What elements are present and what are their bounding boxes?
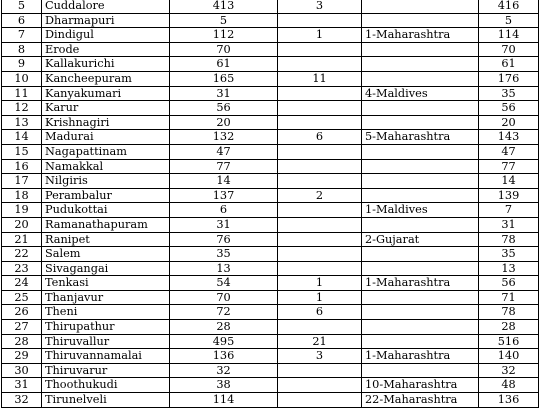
count-cell: 114: [170, 393, 278, 408]
table-row: [2, 290, 539, 305]
count-cell: 31: [170, 86, 278, 101]
total-cell: 32: [479, 363, 539, 378]
serial-number-cell: 21: [2, 232, 42, 247]
district-name-cell: Kallakurichi: [42, 57, 170, 72]
origin-cell: [362, 13, 479, 28]
total-cell: 78: [479, 232, 539, 247]
table-row: [2, 174, 539, 189]
additional-count-cell: 6: [278, 130, 362, 145]
additional-count-cell: [278, 101, 362, 116]
serial-number-cell: 23: [2, 261, 42, 276]
origin-cell: 2-Gujarat: [362, 232, 479, 247]
serial-number-cell: 30: [2, 363, 42, 378]
total-cell: 31: [479, 217, 539, 232]
origin-cell: [362, 363, 479, 378]
district-name-cell: Perambalur: [42, 188, 170, 203]
district-name-cell: Dharmapuri: [42, 13, 170, 28]
table-row: [2, 261, 539, 276]
district-name-cell: Thoothukudi: [42, 378, 170, 393]
total-cell: 516: [479, 334, 539, 349]
total-cell: 71: [479, 290, 539, 305]
count-cell: 5: [170, 13, 278, 28]
origin-cell: [362, 188, 479, 203]
total-cell: 77: [479, 159, 539, 174]
additional-count-cell: 1: [278, 28, 362, 43]
count-cell: 136: [170, 349, 278, 364]
table-row: [2, 247, 539, 262]
origin-cell: [362, 247, 479, 262]
additional-count-cell: [278, 42, 362, 57]
serial-number-cell: 8: [2, 42, 42, 57]
serial-number-cell: 18: [2, 188, 42, 203]
serial-number-cell: 31: [2, 378, 42, 393]
origin-cell: [362, 0, 479, 13]
district-name-cell: Kancheepuram: [42, 71, 170, 86]
total-cell: 114: [479, 28, 539, 43]
district-name-cell: Ramanathapuram: [42, 217, 170, 232]
total-cell: 70: [479, 42, 539, 57]
origin-cell: [362, 71, 479, 86]
serial-number-cell: 32: [2, 393, 42, 408]
origin-cell: [362, 174, 479, 189]
total-cell: 13: [479, 261, 539, 276]
origin-cell: [362, 42, 479, 57]
serial-number-cell: 5: [2, 0, 42, 13]
serial-number-cell: 19: [2, 203, 42, 218]
count-cell: 61: [170, 57, 278, 72]
table-row: [2, 130, 539, 145]
serial-number-cell: 11: [2, 86, 42, 101]
serial-number-cell: 6: [2, 13, 42, 28]
origin-cell: 1-Maharashtra: [362, 276, 479, 291]
total-cell: 35: [479, 247, 539, 262]
origin-cell: 4-Maldives: [362, 86, 479, 101]
origin-cell: 5-Maharashtra: [362, 130, 479, 145]
table-row: [2, 305, 539, 320]
count-cell: 38: [170, 378, 278, 393]
count-cell: 14: [170, 174, 278, 189]
district-name-cell: Thirupathur: [42, 320, 170, 335]
total-cell: 5: [479, 13, 539, 28]
table-row: [2, 159, 539, 174]
district-name-cell: Madurai: [42, 130, 170, 145]
count-cell: 28: [170, 320, 278, 335]
table-row: [2, 203, 539, 218]
district-name-cell: Sivagangai: [42, 261, 170, 276]
district-name-cell: Kanyakumari: [42, 86, 170, 101]
table-row: [2, 86, 539, 101]
count-cell: 165: [170, 71, 278, 86]
table-row: [2, 13, 539, 28]
total-cell: 78: [479, 305, 539, 320]
additional-count-cell: [278, 144, 362, 159]
origin-cell: [362, 144, 479, 159]
table-row: [2, 334, 539, 349]
district-name-cell: Tirunelveli: [42, 393, 170, 408]
district-name-cell: Salem: [42, 247, 170, 262]
serial-number-cell: 24: [2, 276, 42, 291]
district-name-cell: Ranipet: [42, 232, 170, 247]
origin-cell: [362, 217, 479, 232]
total-cell: 139: [479, 188, 539, 203]
district-name-cell: Thiruvallur: [42, 334, 170, 349]
additional-count-cell: 1: [278, 276, 362, 291]
additional-count-cell: [278, 13, 362, 28]
count-cell: 6: [170, 203, 278, 218]
origin-cell: [362, 101, 479, 116]
total-cell: 7: [479, 203, 539, 218]
additional-count-cell: [278, 115, 362, 130]
count-cell: 47: [170, 144, 278, 159]
additional-count-cell: [278, 378, 362, 393]
count-cell: 72: [170, 305, 278, 320]
total-cell: 416: [479, 0, 539, 13]
table-row: [2, 101, 539, 116]
total-cell: 20: [479, 115, 539, 130]
additional-count-cell: [278, 174, 362, 189]
count-cell: 137: [170, 188, 278, 203]
total-cell: 28: [479, 320, 539, 335]
district-cases-table: [1, 0, 539, 408]
total-cell: 56: [479, 276, 539, 291]
total-cell: 140: [479, 349, 539, 364]
additional-count-cell: 6: [278, 305, 362, 320]
serial-number-cell: 27: [2, 320, 42, 335]
serial-number-cell: 20: [2, 217, 42, 232]
count-cell: 70: [170, 42, 278, 57]
district-name-cell: Thiruvarur: [42, 363, 170, 378]
additional-count-cell: 3: [278, 0, 362, 13]
origin-cell: [362, 115, 479, 130]
origin-cell: 1-Maharashtra: [362, 28, 479, 43]
district-name-cell: Cuddalore: [42, 0, 170, 13]
serial-number-cell: 26: [2, 305, 42, 320]
count-cell: 20: [170, 115, 278, 130]
origin-cell: [362, 261, 479, 276]
count-cell: 56: [170, 101, 278, 116]
serial-number-cell: 28: [2, 334, 42, 349]
serial-number-cell: 29: [2, 349, 42, 364]
table-row: [2, 349, 539, 364]
table-row: [2, 363, 539, 378]
origin-cell: 10-Maharashtra: [362, 378, 479, 393]
table-row: [2, 217, 539, 232]
total-cell: 143: [479, 130, 539, 145]
serial-number-cell: 7: [2, 28, 42, 43]
origin-cell: [362, 305, 479, 320]
table-row: [2, 378, 539, 393]
district-name-cell: Theni: [42, 305, 170, 320]
additional-count-cell: 3: [278, 349, 362, 364]
count-cell: 413: [170, 0, 278, 13]
origin-cell: 1-Maharashtra: [362, 349, 479, 364]
district-name-cell: Nilgiris: [42, 174, 170, 189]
origin-cell: [362, 159, 479, 174]
additional-count-cell: [278, 57, 362, 72]
additional-count-cell: 1: [278, 290, 362, 305]
additional-count-cell: [278, 247, 362, 262]
district-name-cell: Pudukottai: [42, 203, 170, 218]
additional-count-cell: [278, 232, 362, 247]
total-cell: 47: [479, 144, 539, 159]
total-cell: 136: [479, 393, 539, 408]
serial-number-cell: 22: [2, 247, 42, 262]
table-row: [2, 28, 539, 43]
table-row: [2, 0, 539, 13]
serial-number-cell: 13: [2, 115, 42, 130]
count-cell: 132: [170, 130, 278, 145]
district-name-cell: Nagapattinam: [42, 144, 170, 159]
district-name-cell: Dindigul: [42, 28, 170, 43]
count-cell: 76: [170, 232, 278, 247]
serial-number-cell: 16: [2, 159, 42, 174]
serial-number-cell: 15: [2, 144, 42, 159]
additional-count-cell: [278, 363, 362, 378]
serial-number-cell: 10: [2, 71, 42, 86]
origin-cell: 1-Maldives: [362, 203, 479, 218]
district-name-cell: Karur: [42, 101, 170, 116]
serial-number-cell: 14: [2, 130, 42, 145]
additional-count-cell: [278, 261, 362, 276]
table-row: [2, 42, 539, 57]
district-name-cell: Thanjavur: [42, 290, 170, 305]
serial-number-cell: 9: [2, 57, 42, 72]
count-cell: 35: [170, 247, 278, 262]
table-row: [2, 71, 539, 86]
total-cell: 35: [479, 86, 539, 101]
district-name-cell: Namakkal: [42, 159, 170, 174]
table-body: [2, 0, 539, 407]
origin-cell: 22-Maharashtra: [362, 393, 479, 408]
additional-count-cell: [278, 203, 362, 218]
district-name-cell: Krishnagiri: [42, 115, 170, 130]
count-cell: 112: [170, 28, 278, 43]
district-name-cell: Erode: [42, 42, 170, 57]
additional-count-cell: 11: [278, 71, 362, 86]
additional-count-cell: [278, 159, 362, 174]
table-row: [2, 57, 539, 72]
additional-count-cell: 21: [278, 334, 362, 349]
count-cell: 70: [170, 290, 278, 305]
additional-count-cell: [278, 320, 362, 335]
serial-number-cell: 12: [2, 101, 42, 116]
table-row: [2, 232, 539, 247]
total-cell: 48: [479, 378, 539, 393]
table-row: [2, 276, 539, 291]
count-cell: 13: [170, 261, 278, 276]
origin-cell: [362, 320, 479, 335]
table-row: [2, 115, 539, 130]
total-cell: 56: [479, 101, 539, 116]
additional-count-cell: 2: [278, 188, 362, 203]
table-row: [2, 144, 539, 159]
serial-number-cell: 17: [2, 174, 42, 189]
total-cell: 61: [479, 57, 539, 72]
district-name-cell: Thiruvannamalai: [42, 349, 170, 364]
count-cell: 54: [170, 276, 278, 291]
count-cell: 32: [170, 363, 278, 378]
district-name-cell: Tenkasi: [42, 276, 170, 291]
total-cell: 14: [479, 174, 539, 189]
count-cell: 495: [170, 334, 278, 349]
additional-count-cell: [278, 86, 362, 101]
total-cell: 176: [479, 71, 539, 86]
additional-count-cell: [278, 217, 362, 232]
table-row: [2, 188, 539, 203]
origin-cell: [362, 290, 479, 305]
count-cell: 77: [170, 159, 278, 174]
origin-cell: [362, 334, 479, 349]
table-row: [2, 320, 539, 335]
origin-cell: [362, 57, 479, 72]
count-cell: 31: [170, 217, 278, 232]
serial-number-cell: 25: [2, 290, 42, 305]
